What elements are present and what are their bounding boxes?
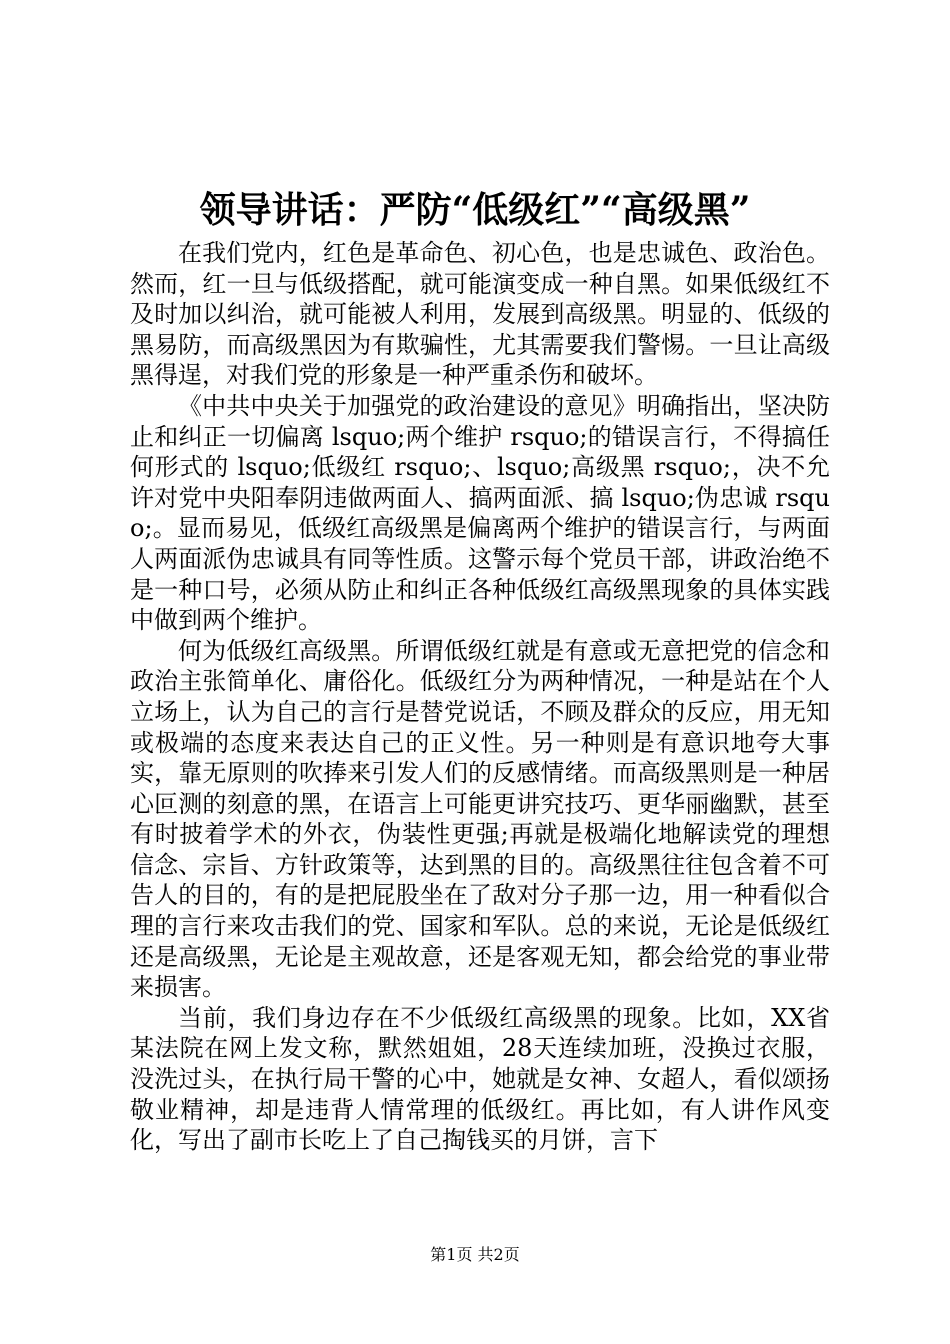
document-title: 领导讲话：严防“低级红”“高级黑” bbox=[199, 189, 751, 231]
paragraph-1: 在我们党内，红色是革命色、初心色，也是忠诚色、政治色。然而，红一旦与低级搭配，就可能演变成一种自黑。如果低级红不及时加以纠治，就可能被人利用，发展到高级黑。明显的、低级的黑易防，而高级黑因为有欺骗性，尤其需要我们警惕。一旦让高级黑得逞，对我们党的形象是一种严重杀伤和破坏。 bbox=[130, 239, 830, 390]
paragraph-2: 《中共中央关于加强党的政治建设的意见》明确指出，坚决防止和纠正一切偏离 lsquo;两个维护 rsquo;的错误言行，不得搞任何形式的 lsquo;低级红 rsquo;、lsquo;高级黑 rsquo;，决不允许对党中央阳奉阴违做两面人、搞两面派、搞 lsquo;伪忠诚 rsquo;。显而易见，低级红高级黑是偏离两个维护的错误言行，与两面人两面派伪忠诚具有同等性质。这警示每个党员干部，讲政治绝不是一种口号，必须从防止和纠正各种低级红高级黑现象的具体实践中做到两个维护。 bbox=[130, 391, 830, 635]
paragraph-4: 当前，我们身边存在不少低级红高级黑的现象。比如，XX省某法院在网上发文称，默然姐姐，28天连续加班，没换过衣服，没洗过头，在执行局干警的心中，她就是女神、女超人，看似颂扬敬业精神，却是违背人情常理的低级红。再比如，有人讲作风变化，写出了副市长吃上了自己掏钱买的月饼，言下 bbox=[130, 1003, 830, 1155]
page-number-footer: 第1页 共2页 bbox=[430, 1245, 520, 1264]
paragraph-3: 何为低级红高级黑。所谓低级红就是有意或无意把党的信念和政治主张简单化、庸俗化。低级红分为两种情况，一种是站在个人立场上，认为自己的言行是替党说话，不顾及群众的反应，用无知或极端的态度来表达自己的正义性。另一种则是有意识地夸大事实，靠无原则的吹捧来引发人们的反感情绪。而高级黑则是一种居心叵测的刻意的黑，在语言上可能更讲究技巧、更华丽幽默，甚至有时披着学术的外衣，伪装性更强;再就是极端化地解读党的理想信念、宗旨、方针政策等，达到黑的目的。高级黑往往包含着不可告人的目的，有的是把屁股坐在了敌对分子那一边，用一种看似合理的言行来攻击我们的党、国家和军队。总的来说，无论是低级红还是高级黑，无论是主观故意，还是客观无知，都会给党的事业带来损害。 bbox=[130, 636, 830, 1002]
document-body bbox=[130, 238, 830, 1156]
